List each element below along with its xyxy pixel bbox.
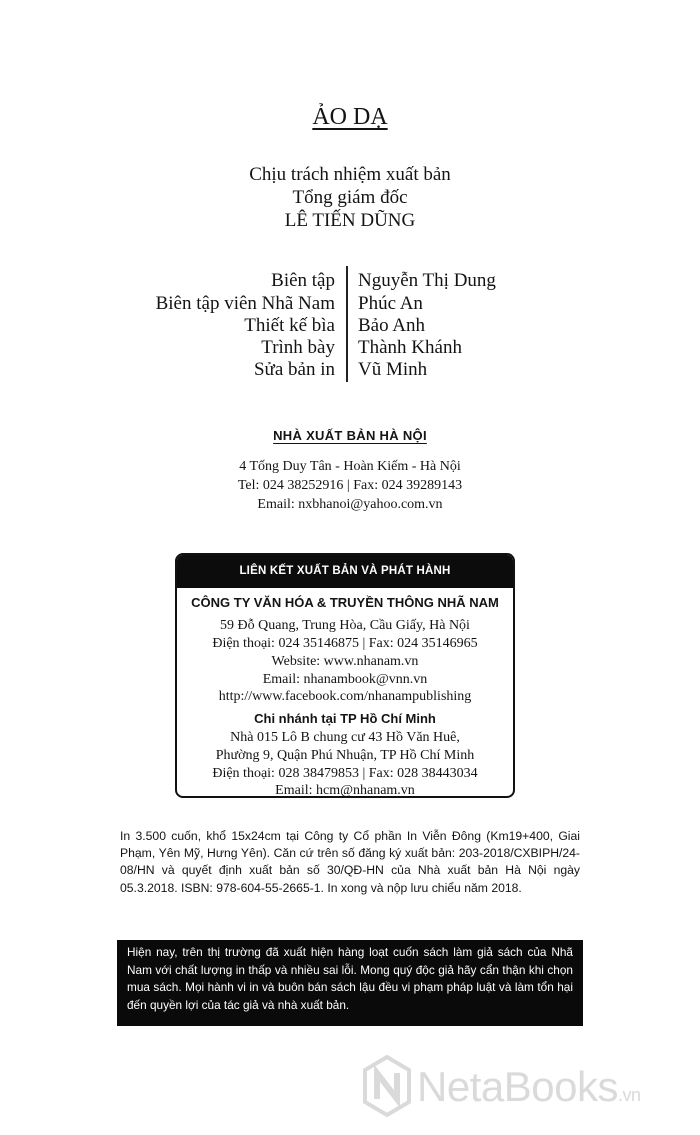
company-name: CÔNG TY VĂN HÓA & TRUYỀN THÔNG NHÃ NAM xyxy=(191,595,499,610)
counterfeit-warning-box xyxy=(117,940,583,1026)
publisher-name-text: NHÀ XUẤT BẢN HÀ NỘI xyxy=(273,428,427,443)
counterfeit-warning-text: Hiện nay, trên thị trường đã xuất hiện hàng loạt cuốn sách làm giả sách của Nhã Nam với chất lượng in thấp và nhiều sai lỗi. Mong quý độc giả hãy cẩn thận khi chọn mua sách. Mọi hành vi in và buôn bán sách lậu đều vi phạm pháp luật và làm tổn hại đến quyền lợi của tác giả và nhà xuất bản. xyxy=(127,945,573,1012)
company-website: Website: www.nhanam.vn xyxy=(271,654,419,669)
watermark xyxy=(362,1055,692,1125)
credit-value-editor: Nguyễn Thị Dung xyxy=(358,270,496,291)
book-title-text: ẢO DẠ xyxy=(312,104,388,130)
branch-phone: Điện thoại: 028 38479853 | Fax: 028 38443034 xyxy=(212,766,478,781)
book-title xyxy=(0,104,700,131)
publisher-phone: Tel: 024 38252916 | Fax: 024 39289143 xyxy=(237,478,463,493)
company-email: Email: nhanambook@vnn.vn xyxy=(262,672,428,687)
branch-address-line-1: Nhà 015 Lô B chung cư 43 Hồ Văn Huê, xyxy=(230,730,460,745)
credit-label-nhanam-editor: Biên tập viên Nhã Nam xyxy=(155,293,335,314)
distribution-box xyxy=(175,553,515,798)
publisher-name xyxy=(0,428,700,443)
watermark-brand: NetaBooks xyxy=(417,1063,618,1110)
branch-title: Chi nhánh tại TP Hồ Chí Minh xyxy=(254,711,436,726)
company-phone: Điện thoại: 024 35146875 | Fax: 024 35146965 xyxy=(212,636,478,651)
netabooks-logo-icon xyxy=(362,1055,412,1117)
credit-label-proofreading: Sửa bản in xyxy=(253,359,335,380)
credit-label-layout: Trình bày xyxy=(261,337,335,358)
responsibility-line-1: Chịu trách nhiệm xuất bản xyxy=(249,164,451,185)
credit-value-cover-design: Bảo Anh xyxy=(358,315,426,336)
credit-label-editor: Biên tập xyxy=(271,270,335,291)
branch-email: Email: hcm@nhanam.vn xyxy=(275,783,415,798)
publisher-email: Email: nxbhanoi@yahoo.com.vn xyxy=(257,497,443,512)
publisher-address: 4 Tống Duy Tân - Hoàn Kiếm - Hà Nội xyxy=(239,459,461,474)
watermark-tld: .vn xyxy=(617,1085,641,1105)
printing-info: In 3.500 cuốn, khổ 15x24cm tại Công ty Cổ phần In Viễn Đông (Km19+400, Giai Phạm, Yên Mỹ, Hưng Yên). Căn cứ trên số đăng ký xuất bản: 203-2018/CXBIPH/24-08/HN và quyết định xuất bản số 30/QĐ-HN của Nhà xuất bản Hà Nội ngày 05.3.2018. ISBN: 978-604-55-2665-1. In xong và nộp lưu chiểu năm 2018. xyxy=(120,829,580,895)
responsibility-line-2: Tổng giám đốc xyxy=(292,187,408,208)
credit-label-cover-design: Thiết kế bìa xyxy=(244,315,335,336)
company-facebook: http://www.facebook.com/nhanampublishing xyxy=(218,689,472,704)
watermark-text xyxy=(417,1063,640,1111)
credit-value-proofreading: Vũ Minh xyxy=(358,359,428,380)
credits-divider xyxy=(346,266,348,382)
credit-value-nhanam-editor: Phúc An xyxy=(358,293,423,314)
director-name: LÊ TIẾN DŨNG xyxy=(284,210,416,231)
company-address: 59 Đỗ Quang, Trung Hòa, Cầu Giấy, Hà Nội xyxy=(220,618,470,633)
branch-address-line-2: Phường 9, Quận Phú Nhuận, TP Hồ Chí Minh xyxy=(215,748,475,763)
credit-value-layout: Thành Khánh xyxy=(358,337,462,358)
distribution-box-header: LIÊN KẾT XUẤT BẢN VÀ PHÁT HÀNH xyxy=(177,555,513,588)
